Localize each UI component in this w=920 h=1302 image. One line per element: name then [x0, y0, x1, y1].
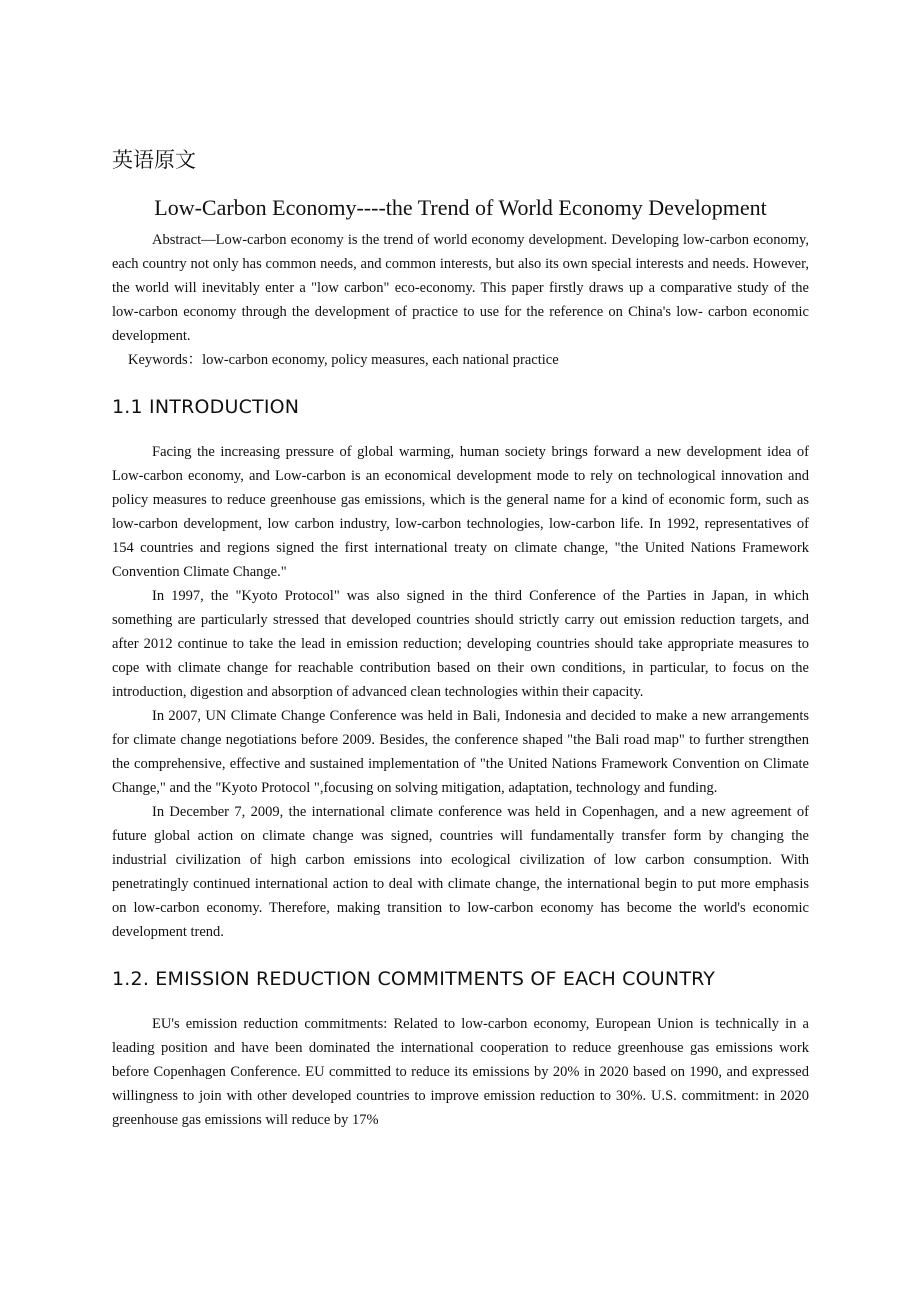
section-heading-emission-commitments: 1.2. EMISSION REDUCTION COMMITMENTS OF EACH COUNTRY [112, 968, 716, 990]
document-title: Low-Carbon Economy----the Trend of World Economy Development [154, 195, 767, 220]
abstract-paragraph: Abstract—Low-carbon economy is the trend of world economy development. Developing low-carbon economy, each country not only has common needs, and common interests, but also its own special interests and needs. However, the world will inevitably enter a "low carbon" eco-economy. This paper firstly draws up a comparative study of the low-carbon economy through the development of practice to use for the reference on China's low- carbon economic development. [112, 232, 809, 344]
body-paragraph: In 2007, UN Climate Change Conference was held in Bali, Indonesia and decided to make a new arrangements for climate change negotiations before 2009. Besides, the conference shaped "the Bali road map" to further strengthen the comprehensive, effective and sustained implementation of "the United Nations Framework Convention on Climate Change," and the "Kyoto Protocol ",focusing on solving mitigation, adaptation, technology and funding. [112, 708, 809, 796]
document-page [112, 146, 809, 1132]
body-paragraph: In December 7, 2009, the international climate conference was held in Copenhagen, and a new agreement of future global action on climate change was signed, countries will fundamentally transfer form by changing the industrial civilization of high carbon emissions into ecological civilization of low carbon consumption. With penetratingly continued international action to deal with climate change, the international begin to put more emphasis on low-carbon economy. Therefore, making transition to low-carbon economy has become the world's economic development trend. [112, 804, 809, 940]
body-paragraph: In 1997, the "Kyoto Protocol" was also signed in the third Conference of the Parties in Japan, in which something are particularly stressed that developed countries should strictly carry out emission reduction targets, and after 2012 continue to take the lead in emission reduction; developing countries should take appropriate measures to cope with climate change for reachable contribution based on their own conditions, in particular, to focus on the introduction, digestion and absorption of advanced clean technologies within their capacity. [112, 588, 809, 700]
section-heading-introduction: 1.1 INTRODUCTION [112, 396, 300, 418]
keywords-line: Keywords：low-carbon economy, policy measures, each national practice [128, 352, 559, 368]
body-paragraph: Facing the increasing pressure of global warming, human society brings forward a new development idea of Low-carbon economy, and Low-carbon is an economical development mode to rely on technological innovation and policy measures to reduce greenhouse gas emissions, which is the general name for a kind of economic form, such as low-carbon development, low carbon industry, low-carbon technologies, low-carbon life. In 1992, representatives of 154 countries and regions signed the first international treaty on climate change, "the United Nations Framework Convention Climate Change." [112, 444, 809, 580]
body-paragraph: EU's emission reduction commitments: Related to low-carbon economy, European Union is technically in a leading position and have been dominated the international cooperation to reduce greenhouse gas emissions work before Copenhagen Conference. EU committed to reduce its emissions by 20% in 2020 based on 1990, and expressed willingness to join with other developed countries to improve emission reduction to 30%. U.S. commitment: in 2020 greenhouse gas emissions will reduce by 17% [112, 1016, 809, 1128]
section-label: 英语原文 [112, 148, 196, 172]
